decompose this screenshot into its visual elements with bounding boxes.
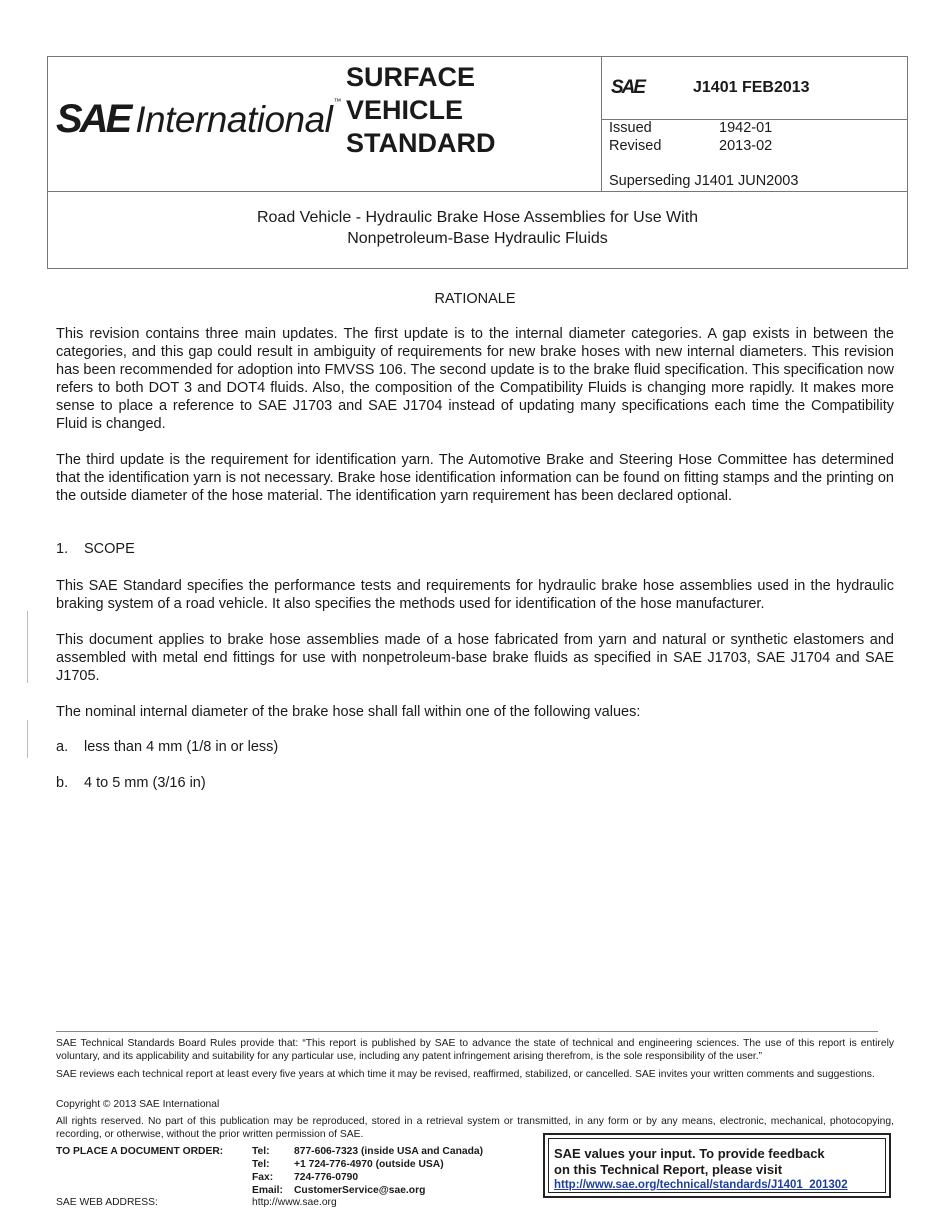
logo-international-text: International [135,99,333,140]
contact-row [252,1145,483,1158]
list-marker: b. [56,775,69,791]
contact-value: 877-606-7323 (inside USA and Canada) [294,1146,484,1157]
revised-value: 2013-02 [719,138,773,154]
standard-type-line: STANDARD [346,128,496,158]
feedback-box [543,1133,891,1198]
feedback-line: SAE values your input. To provide feedback [554,1146,825,1161]
header-top-row [48,57,907,192]
rationale-heading: RATIONALE [434,291,516,307]
doc-code-row [601,57,907,120]
list-item-text: less than 4 mm (1/8 in or less) [84,739,279,755]
contact-email-link[interactable]: CustomerService@sae.org [294,1185,426,1196]
document-header [47,56,908,269]
contact-list [252,1145,483,1197]
title-line: Nonpetroleum-Base Hydraulic Fluids [347,230,608,247]
standard-type [346,61,496,160]
scope-paragraph-1: This SAE Standard specifies the performance tests and requirements for hydraulic brake hose assemblies used in the hydraulic braking system of a road vehicle. It also specifies the methods used for identification of the hose manufacturer. [56,578,894,612]
contact-row [252,1171,483,1184]
web-address-label: SAE WEB ADDRESS: [56,1197,158,1208]
web-address-link[interactable]: http://www.sae.org [252,1197,337,1208]
feedback-line: on this Technical Report, please visit [554,1162,783,1177]
scope-title: SCOPE [84,541,135,557]
header-right-cell [601,57,907,191]
sae-international-logo [56,97,341,142]
scope-paragraph-3: The nominal internal diameter of the brake hose shall fall within one of the following values: [56,704,641,720]
review-text: SAE reviews each technical report at least every five years at which time it may be revised, reaffirmed, stabilized, or cancelled. SAE invites your written comments and suggestions. [56,1069,875,1080]
rationale-paragraph-2: The third update is the requirement for identification yarn. The Automotive Brake and Steering Hose Committee has determined that the identification yarn is not necessary. Brake hose identification information can be found on fitting stamps and the printing on the outside diameter of the hose material. The identification yarn requirement has been declared optional. [56,452,894,504]
standard-type-line: VEHICLE [346,95,464,125]
scope-heading [56,541,135,557]
issued-row [609,120,772,136]
order-label: TO PLACE A DOCUMENT ORDER: [56,1146,224,1157]
footer-divider [56,1031,878,1032]
feedback-link[interactable]: http://www.sae.org/technical/standards/J1401_201302 [554,1179,848,1191]
change-bar [27,611,28,683]
board-rules-text: SAE Technical Standards Board Rules provide that: “This report is published by SAE to advance the state of technical and engineering sciences. The use of this report is entirely voluntary, and its applicability and suitability for any particular use, including any patent infringement arising therefrom, is the sole responsibility of the user.” [56,1038,894,1062]
contact-value: +1 724-776-4970 (outside USA) [294,1159,444,1170]
contact-row [252,1158,483,1171]
issued-label: Issued [609,120,652,136]
feedback-text [554,1146,825,1178]
contact-type: Email: [252,1185,283,1196]
copyright-text: Copyright © 2013 SAE International [56,1099,220,1110]
document-title [48,207,907,249]
revised-label: Revised [609,138,662,154]
header-left-cell [48,57,602,191]
contact-type: Tel: [252,1146,270,1157]
contact-row [252,1184,483,1197]
rationale-paragraph-1: This revision contains three main updates. The first update is to the internal diameter categories. A gap exists in between the categories, and this gap could result in ambiguity of requirements for new brake hoses with new internal diameters. This revision has been recommended for adoption into FMVSS 106. The second update is to the brake fluid specification. This specification now refers to both DOT 3 and DOT4 fluids. Also, the composition of the Compatibility Fluids is changing more rapidly. It makes more sense to place a reference to SAE J1703 and SAE J1704 instead of updating many specifications each time the Compatibility Fluid is changed. [56,326,894,432]
contact-type: Fax: [252,1172,274,1183]
contact-value: 724-776-0790 [294,1172,359,1183]
logo-sae-text: SAE [56,97,130,141]
scope-paragraph-2: This document applies to brake hose assemblies made of a hose fabricated from yarn and natural or synthetic elastomers and assembled with metal end fittings for use with nonpetroleum-base brake fluids as specified in SAE J1703, SAE J1704 and SAE J1705. [56,632,894,684]
document-code: J1401 FEB2013 [693,79,810,96]
issued-value: 1942-01 [719,120,773,136]
list-marker: a. [56,739,69,755]
list-item-text: 4 to 5 mm (3/16 in) [84,775,206,791]
standard-type-line: SURFACE [346,62,476,92]
feedback-box-inner [548,1138,886,1193]
scope-number: 1. [56,541,69,557]
list-item [56,775,206,791]
revised-row [609,138,772,154]
rights-text: All rights reserved. No part of this publication may be reproduced, stored in a retrieval system or transmitted, in any form or by any means, electronic, mechanical, photocopying, recording, or otherwise, without the prior written permission of SAE. [56,1116,894,1140]
contact-type: Tel: [252,1159,270,1170]
list-item [56,739,278,755]
superseding-note: Superseding J1401 JUN2003 [609,173,799,189]
logo-trademark: ™ [333,97,342,106]
title-line: Road Vehicle - Hydraulic Brake Hose Assemblies for Use With [256,209,699,226]
sae-mini-logo: SAE [611,77,645,98]
change-bar [27,720,28,758]
